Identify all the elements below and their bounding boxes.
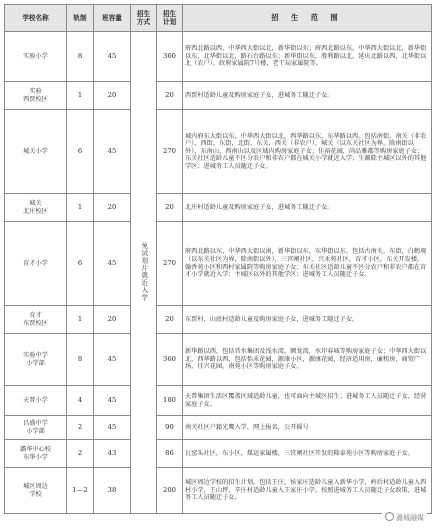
- header-school: 学校名称: [5, 5, 67, 32]
- header-range: 招 生 范 围: [183, 5, 432, 32]
- table-row: [5, 416, 432, 440]
- plan-value: 270: [157, 222, 183, 306]
- watermark-text: 潞城融媒: [396, 514, 424, 522]
- system-value: 6: [67, 222, 94, 306]
- school-name: [5, 416, 67, 440]
- header-capacity: 班容量: [94, 5, 131, 32]
- range-text: 瓦窑头社区，东小区，煤运家属楼，三官闸社区开发的隆泰苑小区等购房家庭子女。: [183, 440, 432, 468]
- capacity-value: 45: [94, 334, 131, 386]
- capacity-value: 45: [94, 32, 131, 82]
- system-value: 8: [67, 334, 94, 386]
- system-value: 1—2: [67, 468, 94, 514]
- header-mode-text: 招生 方式: [136, 10, 151, 26]
- table-row: [5, 222, 432, 306]
- plan-value: 20: [157, 194, 183, 222]
- school-name: 城关小学: [5, 110, 67, 194]
- range-text: 府西北路以东，中华西大街以南，新华街以东，东华街以东。包括古南关，东街，白鹤观（以东关社区为界，除南街以外），三官闸社区，兴禾苑社区，育才小区，东关开发楼，翰香苑小区和西村家属院等购房家庭子女；东关社区适龄儿童不区分农户和非农户都在育才小学就近入学；主城区以外的其他学区；进城务工人员随迁子女。: [183, 222, 432, 306]
- school-name: [5, 440, 67, 468]
- school-name: [5, 194, 67, 222]
- header-plan-text: 招生 计划: [162, 10, 177, 26]
- school-name: [5, 306, 67, 334]
- table-row: [5, 194, 432, 222]
- system-value: 4: [67, 386, 94, 416]
- range-text: 西贾村适龄儿童及购房家庭子女，进城务工随迁子女。: [183, 82, 432, 110]
- capacity-value: 38: [94, 468, 131, 514]
- school-name: 实验小学: [5, 32, 67, 82]
- enrollment-mode-text: 免试划片就近入学: [140, 241, 149, 301]
- range-text: 南关社区户籍光鹰入学，网上报名，公开摇号: [183, 416, 432, 440]
- plan-value: 270: [157, 110, 183, 194]
- plan-value: 180: [157, 386, 183, 416]
- header-mode: [131, 5, 157, 32]
- capacity-value: 45: [94, 386, 131, 416]
- system-value: 1: [67, 306, 94, 334]
- capacity-value: 45: [94, 222, 131, 306]
- plan-value: 200: [157, 468, 183, 514]
- header-row: [5, 5, 432, 32]
- school-name: 天普小学: [5, 386, 67, 416]
- plan-value: 90: [157, 416, 183, 440]
- table-row: [5, 386, 432, 416]
- watermark: [382, 511, 427, 524]
- capacity-value: 45: [94, 110, 131, 194]
- system-value: 1: [67, 82, 94, 110]
- plan-value: 20: [157, 82, 183, 110]
- range-text: 东贾村、山底村适龄儿童及购房家庭子女，进城务工随迁子女。: [183, 306, 432, 334]
- table-row: [5, 334, 432, 386]
- school-name-text: 城关 北庄校区: [23, 199, 48, 215]
- school-name-text: 实验 西贾校区: [23, 87, 48, 103]
- system-value: 2: [67, 416, 94, 440]
- school-name-text: 城区周边 学校: [23, 482, 48, 498]
- system-value: 1: [67, 194, 94, 222]
- range-text: 府西北路以西，中华西大街以北，新华街以东；府西北路以东，中华西大街以北，新华街以东，北华街以北，路石台路以东；新华街以东，胜利路以北，延庆北路以西，北华街以北（农户）、政府家属院7号楼，老干局家属院等。: [183, 32, 432, 82]
- table-row: [5, 468, 432, 514]
- capacity-value: 20: [94, 82, 131, 110]
- table-row: [5, 32, 432, 82]
- school-name-text: 昌盛中学 小学部: [23, 419, 48, 435]
- table-row: [5, 110, 432, 194]
- range-text: 城内府东大街以东，中华西大街以北，西华路以东，东华路以西。包括南街，南关（非农户），西街，东街，北街，东关，西关（非农户），城关（以东关社区为界，除南街以外），东南山，西南山以及区域内购房家庭子女；佳裕花园，尚品雅都等购房家庭子女；东关社区适龄儿童不区分农户和非农户都在城关小学就近入学；生源除主城区以外的其他学区；进城务工人员随迁子女。: [183, 110, 432, 194]
- school-name: [5, 82, 67, 110]
- range-text: 城区周边学校的招生计划，包括王庄，侯家庄适龄儿童入新华小学，岭后村适龄儿童入西村小学，王山坪，辛庄村适龄儿童入王家庄小学，按照进城务工人员随迁子女政策，进城务工人员随迁子女。: [183, 468, 432, 514]
- wechat-logo-icon: [385, 512, 394, 521]
- range-text: 新华路以西，包括晋水集团及浅水湾，额龙湾，水岸春城等购房家庭子女；中华西大街以北，西华路以西，包括怡禾花园，源康小区，源康花园，经济适用房，廉租房，商贸广场，佳兴花园，南苑小区等购房家庭子女。: [183, 334, 432, 386]
- range-text: 北庄村适龄儿童及购房家庭子女，进城务工随迁子女。: [183, 194, 432, 222]
- school-name: [5, 334, 67, 386]
- school-name-text: 实验中学 小学部: [23, 351, 48, 367]
- header-system: 轨制: [67, 5, 94, 32]
- plan-value: 86: [157, 440, 183, 468]
- table-row: [5, 306, 432, 334]
- capacity-value: 45: [94, 416, 131, 440]
- school-name-text: 育才 东贾校区: [23, 311, 48, 327]
- school-name-text: 潞华中心校 东华小学: [20, 445, 51, 461]
- table-body: [5, 32, 432, 514]
- system-value: 6: [67, 110, 94, 194]
- table-row: [5, 440, 432, 468]
- capacity-value: 43: [94, 440, 131, 468]
- plan-value: 360: [157, 334, 183, 386]
- capacity-value: 20: [94, 306, 131, 334]
- range-text: 天普集团生活区覆盖区域适龄儿童，也可面向主城区招生；进城务工人员随迁子女，经营家庭子女。: [183, 386, 432, 416]
- plan-value: 20: [157, 306, 183, 334]
- capacity-value: 20: [94, 194, 131, 222]
- school-name: 育才小学: [5, 222, 67, 306]
- table-row: [5, 82, 432, 110]
- school-name: [5, 468, 67, 514]
- plan-value: 360: [157, 32, 183, 82]
- enrollment-mode: [131, 32, 157, 514]
- system-value: 2: [67, 440, 94, 468]
- system-value: 8: [67, 32, 94, 82]
- header-plan: [157, 5, 183, 32]
- enrollment-table: [4, 4, 432, 514]
